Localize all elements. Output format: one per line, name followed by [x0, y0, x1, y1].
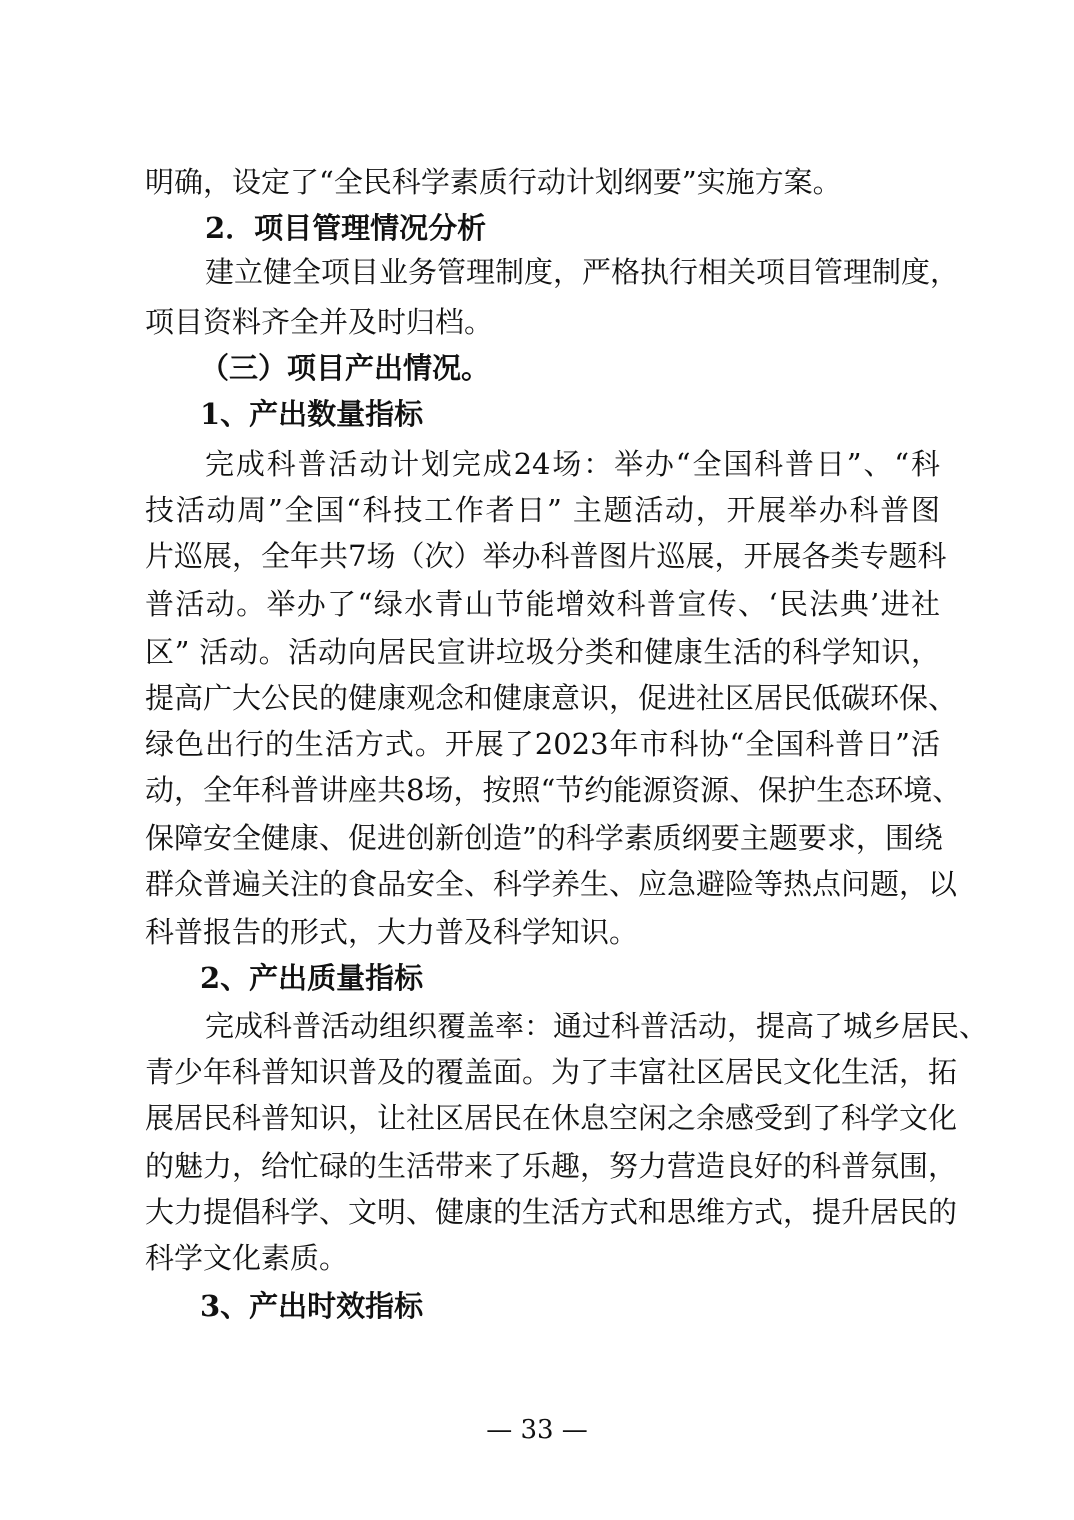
body-text-line: 保障安全健康、促进创新创造”的科学素质纲要主题要求，围绕 — [145, 821, 943, 855]
body-text-line: 片巡展，全年共7场（次）举办科普图片巡展，开展各类专题科 — [145, 539, 947, 573]
body-text-line: 技活动周”全国“科技工作者日” 主题活动，开展举办科普图 — [145, 493, 940, 527]
body-text-line: 提高广大公民的健康观念和健康意识，促进社区居民低碳环保、 — [145, 681, 958, 715]
body-text-line: 科普报告的形式，大力普及科学知识。 — [145, 915, 639, 949]
body-text-line: 的魅力，给忙碌的生活带来了乐趣，努力营造良好的科普氛围， — [145, 1149, 958, 1183]
body-text-line: 建立健全项目业务管理制度，严格执行相关项目管理制度， — [205, 255, 960, 289]
body-text-line: 完成科普活动计划完成24场：举办“全国科普日”、“科 — [205, 447, 940, 481]
body-text-line: 普活动。举办了“绿水青山节能增效科普宣传、‘民法典’进社 — [145, 587, 940, 621]
section-heading: （三）项目产出情况。 — [200, 351, 491, 385]
body-text-line: 大力提倡科学、文明、健康的生活方式和思维方式，提升居民的 — [145, 1195, 958, 1229]
subsection-heading: 1、产出数量指标 — [200, 397, 424, 431]
body-text-line: 完成科普活动组织覆盖率：通过科普活动，提高了城乡居民、 — [205, 1009, 989, 1043]
page-number: — 33 — — [486, 1415, 588, 1445]
subsection-heading: 3、产出时效指标 — [200, 1289, 424, 1323]
body-text-line: 明确，设定了“全民科学素质行动计划纲要”实施方案。 — [145, 165, 842, 199]
body-text-line: 群众普遍关注的食品安全、科学养生、应急避险等热点问题，以 — [145, 867, 958, 901]
subsection-heading: 2．项目管理情况分析 — [205, 211, 487, 245]
body-text-line: 区” 活动。活动向居民宣讲垃圾分类和健康生活的科学知识， — [145, 635, 940, 669]
body-text-line: 项目资料齐全并及时归档。 — [145, 305, 494, 339]
body-text-line: 科学文化素质。 — [145, 1241, 349, 1275]
body-text-line: 绿色出行的生活方式。开展了2023年市科协“全国科普日”活 — [145, 727, 940, 761]
body-text-line: 青少年科普知识普及的覆盖面。为了丰富社区居民文化生活，拓 — [145, 1055, 958, 1089]
body-text-line: 展居民科普知识，让社区居民在休息空闲之余感受到了科学文化 — [145, 1101, 958, 1135]
subsection-heading: 2、产出质量指标 — [200, 961, 424, 995]
body-text-line: 动，全年科普讲座共8场，按照“节约能源资源、保护生态环境、 — [145, 773, 962, 807]
